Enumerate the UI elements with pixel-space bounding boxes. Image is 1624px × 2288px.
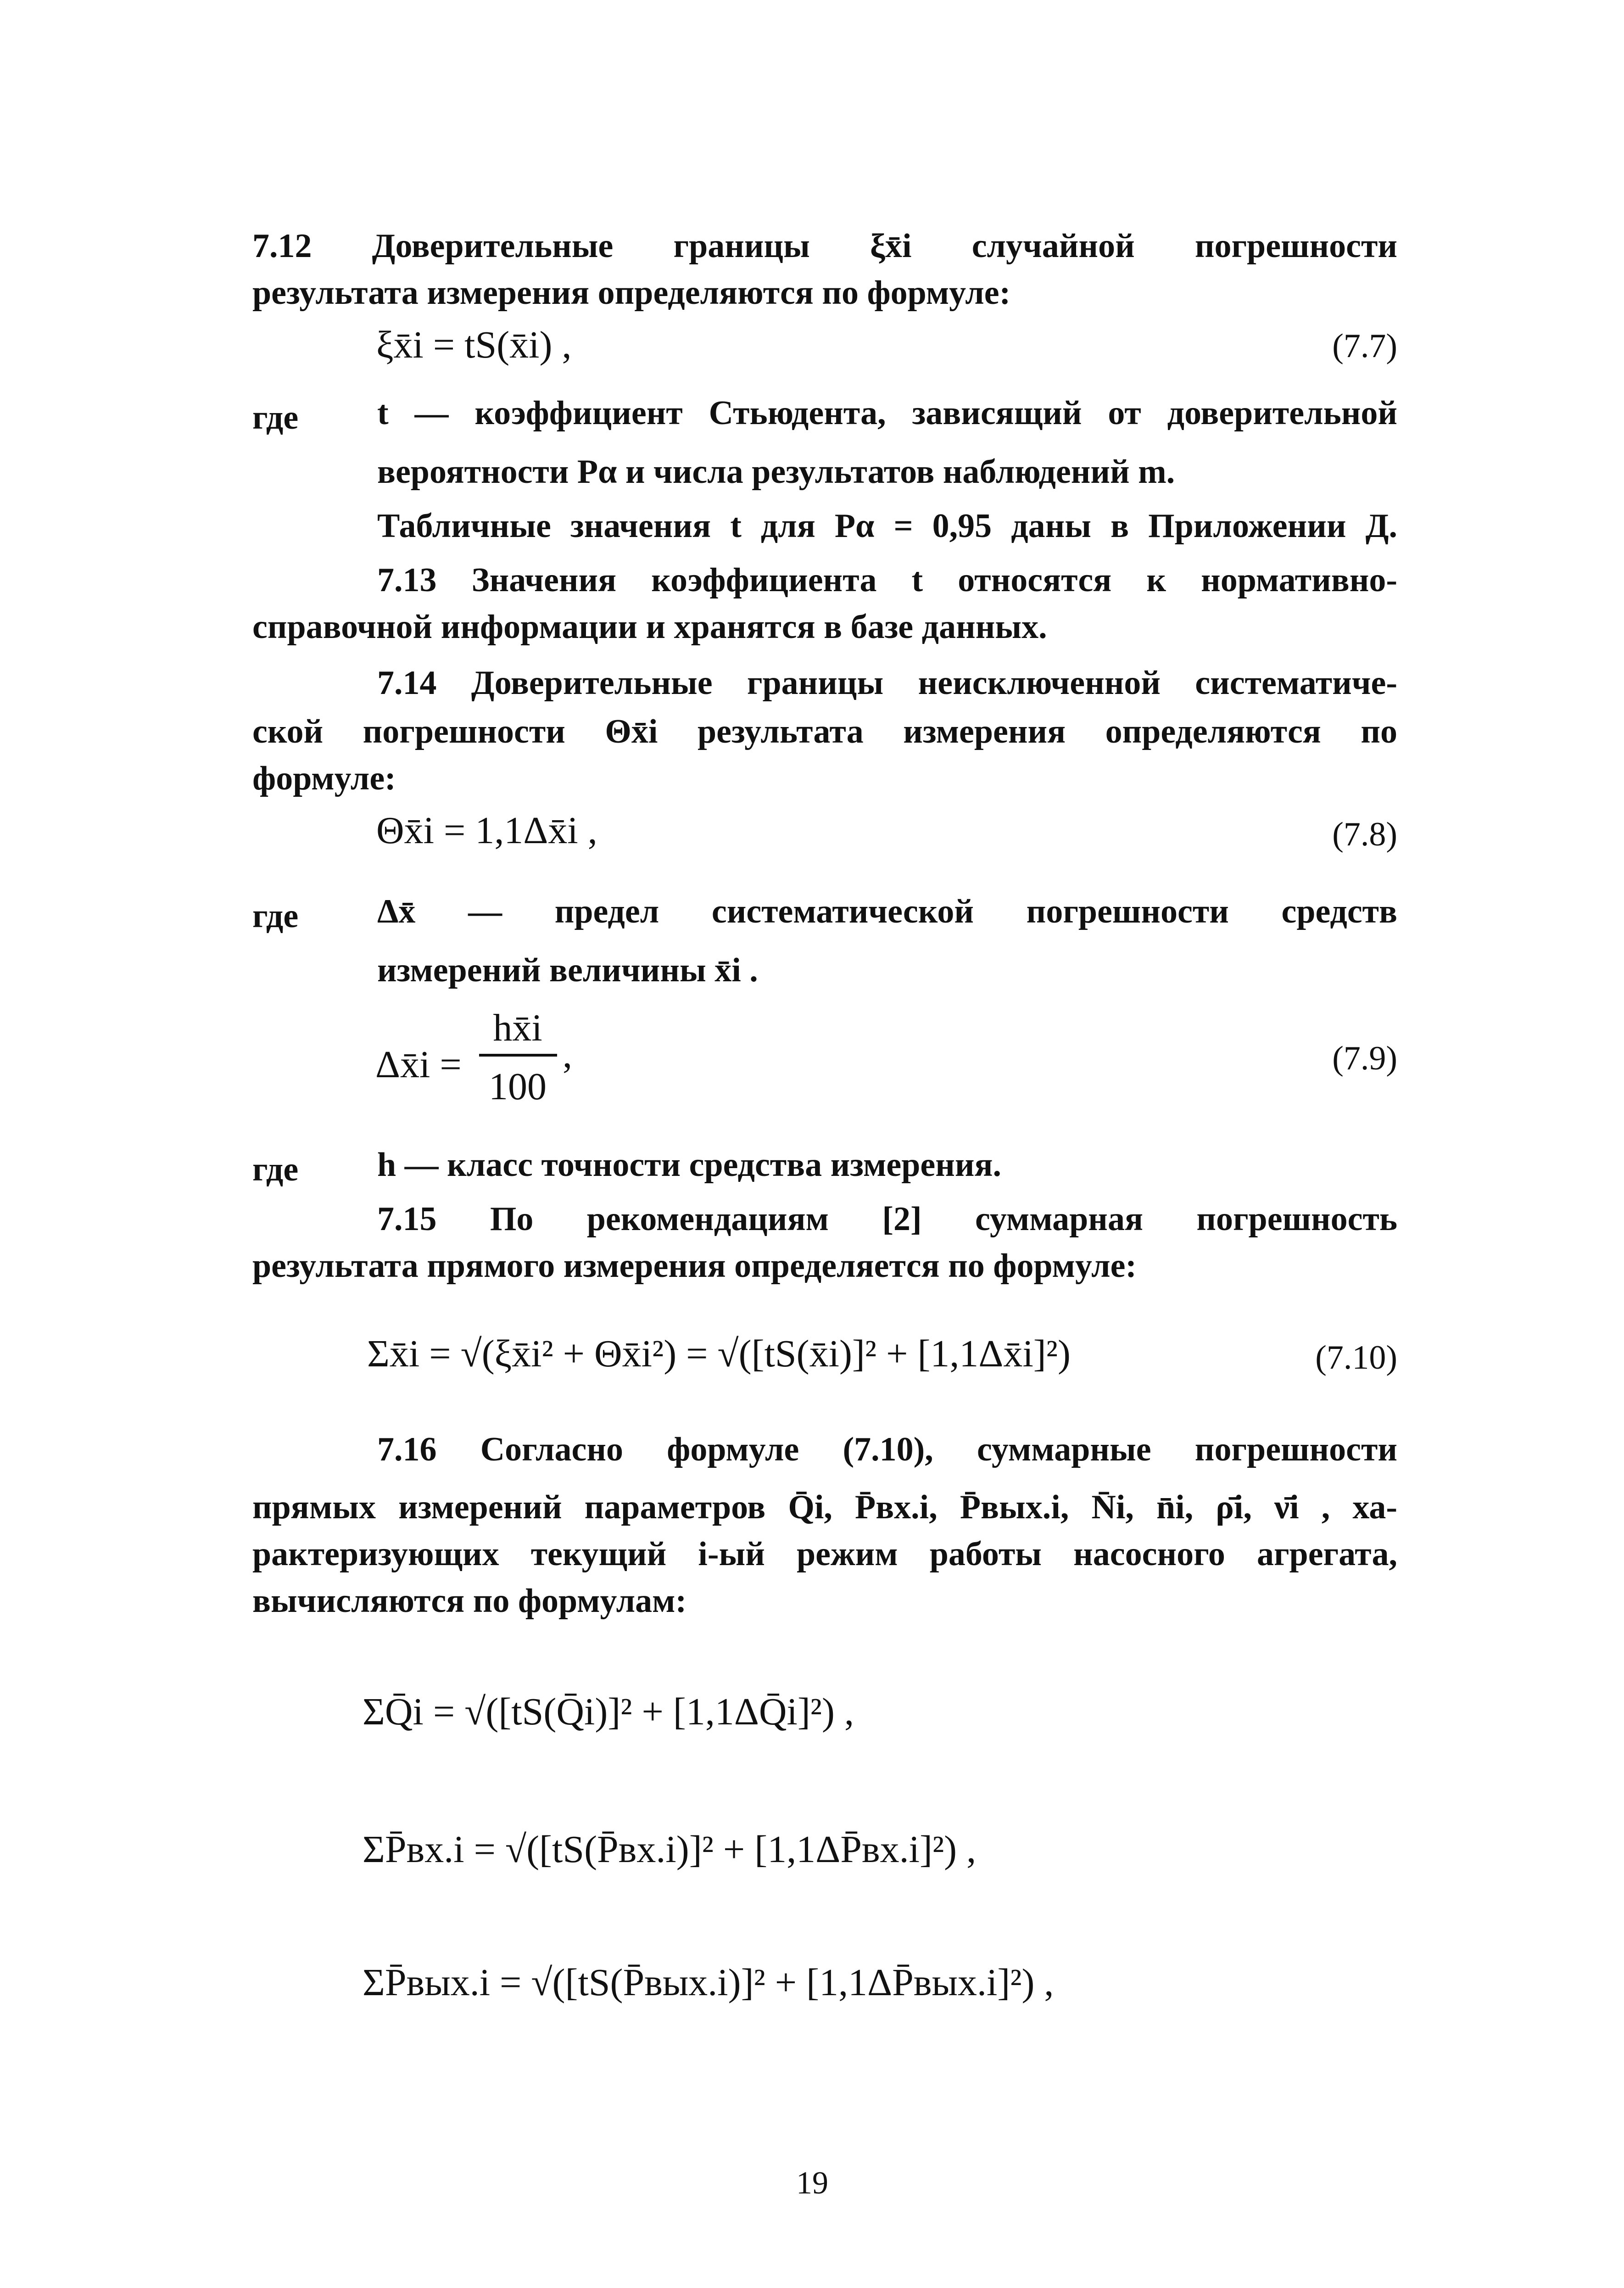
equation-number-7-7: (7.7) xyxy=(1332,327,1397,365)
paragraph-7-16-line-3: рактеризующих текущий i-ый режим работы насосного агрегата, xyxy=(252,1535,1397,1573)
where-2-line-1: Δx̄ — предел систематической погрешности средств xyxy=(377,893,1397,930)
paragraph-7-12-line-1: 7.12 Доверительные границы ξx̄i случайной погрешности xyxy=(252,227,1397,265)
fraction-bar xyxy=(479,1054,557,1057)
paragraph-7-12-line-2: результата измерения определяются по формуле: xyxy=(252,274,1011,312)
formula-7-9-numerator: hx̄i xyxy=(493,1007,542,1049)
where-2-line-2: измерений величины x̄i . xyxy=(377,951,758,989)
formula-7-10: Σx̄i = √(ξx̄i² + Θx̄i²) = √([tS(x̄i)]² + [1,1Δx̄i]²) xyxy=(367,1332,1071,1375)
paragraph-7-16-line-1: 7.16 Согласно формуле (7.10), суммарные погрешности xyxy=(377,1431,1397,1468)
formula-sum-q: ΣQ̄i = √([tS(Q̄i)]² + [1,1ΔQ̄i]²) , xyxy=(363,1690,854,1733)
formula-sum-p-inlet: ΣP̄вх.i = √([tS(P̄вх.i)]² + [1,1ΔP̄вх.i]²) , xyxy=(363,1828,977,1871)
formula-7-7: ξx̄i = tS(x̄i) , xyxy=(376,324,572,366)
formula-7-9-lhs: Δx̄i = xyxy=(375,1043,462,1086)
where-label-1: где xyxy=(252,399,299,436)
paragraph-7-14-line-3: формуле: xyxy=(252,760,396,797)
formula-7-9-comma: , xyxy=(563,1033,572,1076)
paragraph-7-14-line-1: 7.14 Доверительные границы неисключенной систематиче- xyxy=(377,664,1397,702)
formula-sum-p-outlet: ΣP̄вых.i = √([tS(P̄вых.i)]² + [1,1ΔP̄вых.i]²) , xyxy=(363,1961,1054,2004)
paragraph-7-13-line-1: 7.13 Значения коэффициента t относятся к нормативно- xyxy=(377,561,1397,599)
paragraph-7-13-line-2: справочной информации и хранятся в базе данных. xyxy=(252,608,1047,646)
where-label-3: где xyxy=(252,1151,299,1188)
page-number: 19 xyxy=(796,2165,828,2201)
paragraph-7-16-line-2: прямых измерений параметров Q̄i, P̄вх.i, P̄вых.i, N̄i, n̄i, ρ̄i, ν̄i , ха- xyxy=(252,1488,1397,1526)
paragraph-7-14-line-2: ской погрешности Θx̄i результата измерения определяются по xyxy=(252,713,1397,750)
equation-number-7-8: (7.8) xyxy=(1332,816,1397,853)
paragraph-7-15-line-2: результата прямого измерения определяется по формуле: xyxy=(252,1247,1137,1285)
where-1-line-2: вероятности Pα и числа результатов наблюдений m. xyxy=(377,453,1175,491)
equation-number-7-10: (7.10) xyxy=(1315,1339,1397,1376)
paragraph-7-15-line-1: 7.15 По рекомендациям [2] суммарная погрешность xyxy=(377,1200,1397,1238)
where-3-line-1: h — класс точности средства измерения. xyxy=(377,1146,1002,1184)
where-label-2: где xyxy=(252,897,299,935)
equation-number-7-9: (7.9) xyxy=(1332,1040,1397,1077)
formula-7-9-denominator: 100 xyxy=(489,1065,547,1108)
table-values-note: Табличные значения t для Pα = 0,95 даны в Приложении Д. xyxy=(377,507,1397,545)
formula-7-8: Θx̄i = 1,1Δx̄i , xyxy=(376,809,597,852)
paragraph-7-16-line-4: вычисляются по формулам: xyxy=(252,1582,687,1620)
where-1-line-1: t — коэффициент Стьюдента, зависящий от доверительной xyxy=(377,394,1397,432)
